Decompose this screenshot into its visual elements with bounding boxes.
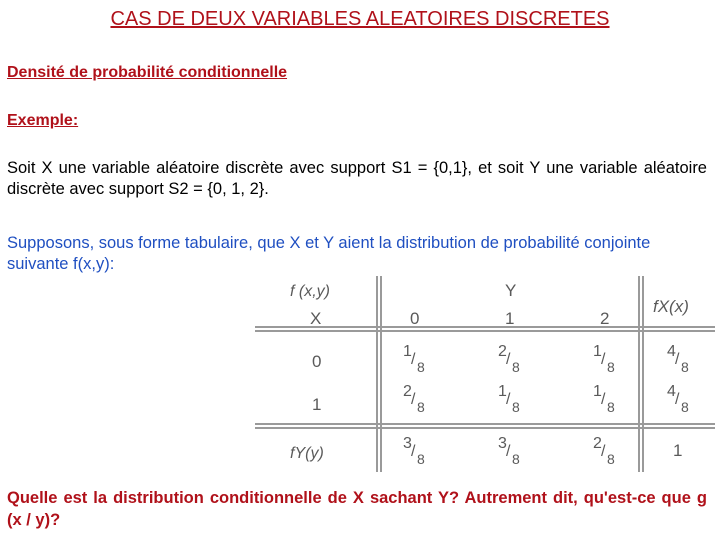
page-title: CAS DE DEUX VARIABLES ALEATOIRES DISCRETES	[110, 8, 610, 30]
svg-text:/: /	[411, 391, 416, 408]
svg-text:2: 2	[403, 383, 412, 400]
joint-distribution-table	[255, 276, 715, 472]
table-total: 1	[673, 441, 683, 460]
cell-fy-c1	[498, 435, 520, 467]
svg-text:1: 1	[593, 383, 602, 400]
svg-text:8: 8	[512, 451, 520, 467]
svg-text:8: 8	[417, 399, 425, 415]
svg-text:2: 2	[593, 435, 602, 452]
table-x-label: X	[310, 309, 322, 328]
svg-text:3: 3	[403, 435, 412, 452]
cell-fy-c2	[593, 435, 615, 467]
svg-text:8: 8	[681, 359, 689, 375]
svg-text:8: 8	[512, 399, 520, 415]
svg-text:/: /	[411, 351, 416, 368]
svg-text:/: /	[506, 391, 511, 408]
svg-text:/: /	[411, 443, 416, 460]
svg-text:1: 1	[593, 343, 602, 360]
svg-text:2: 2	[498, 343, 507, 360]
question-text: Quelle est la distribution conditionnelle de X sachant Y? Autrement dit, qu'est-ce que g (x / y)?	[7, 489, 707, 529]
cell-r0-c1	[498, 343, 520, 375]
table-row-x-0: 0	[312, 352, 322, 371]
table-y-label: Y	[505, 281, 517, 300]
cell-r1-c1	[498, 383, 520, 415]
cell-r1-c2	[593, 383, 615, 415]
table-corner-label: f (x,y)	[290, 283, 330, 300]
cell-r1-fx	[667, 383, 689, 415]
svg-text:/: /	[601, 391, 606, 408]
svg-text:4: 4	[667, 383, 676, 400]
svg-text:1: 1	[498, 383, 507, 400]
svg-text:1: 1	[403, 343, 412, 360]
svg-text:8: 8	[607, 451, 615, 467]
table-y-value-0: 0	[410, 309, 420, 328]
svg-text:8: 8	[512, 359, 520, 375]
cell-r0-fx	[667, 343, 689, 375]
cell-r0-c2	[593, 343, 615, 375]
svg-text:8: 8	[417, 451, 425, 467]
svg-text:/: /	[675, 391, 680, 408]
svg-text:8: 8	[681, 399, 689, 415]
svg-text:/: /	[601, 351, 606, 368]
paragraph-support: Soit X une variable aléatoire discrète avec support S1 = {0,1}, et soit Y une variable aléatoire discrète avec support S2 = {0, 1, 2}.	[7, 159, 707, 198]
svg-text:8: 8	[607, 399, 615, 415]
example-label: Exemple:	[7, 112, 79, 129]
svg-text:8: 8	[417, 359, 425, 375]
cell-r0-c0	[403, 343, 425, 375]
table-fy-label: fY(y)	[290, 445, 324, 462]
svg-text:4: 4	[667, 343, 676, 360]
paragraph-tabular: Supposons, sous forme tabulaire, que X et Y aient la distribution de probabilité conjointe suivante f(x,y):	[7, 234, 651, 273]
table-fx-header: fX(x)	[653, 297, 689, 316]
table-y-value-1: 1	[505, 309, 515, 328]
svg-text:/: /	[506, 443, 511, 460]
table-row-x-1: 1	[312, 395, 322, 414]
svg-text:/: /	[601, 443, 606, 460]
cell-fy-c0	[403, 435, 425, 467]
section-subtitle: Densité de probabilité conditionnelle	[7, 64, 288, 81]
svg-text:3: 3	[498, 435, 507, 452]
table-y-value-2: 2	[600, 309, 610, 328]
svg-text:/: /	[675, 351, 680, 368]
cell-r1-c0	[403, 383, 425, 415]
svg-text:/: /	[506, 351, 511, 368]
svg-text:8: 8	[607, 359, 615, 375]
